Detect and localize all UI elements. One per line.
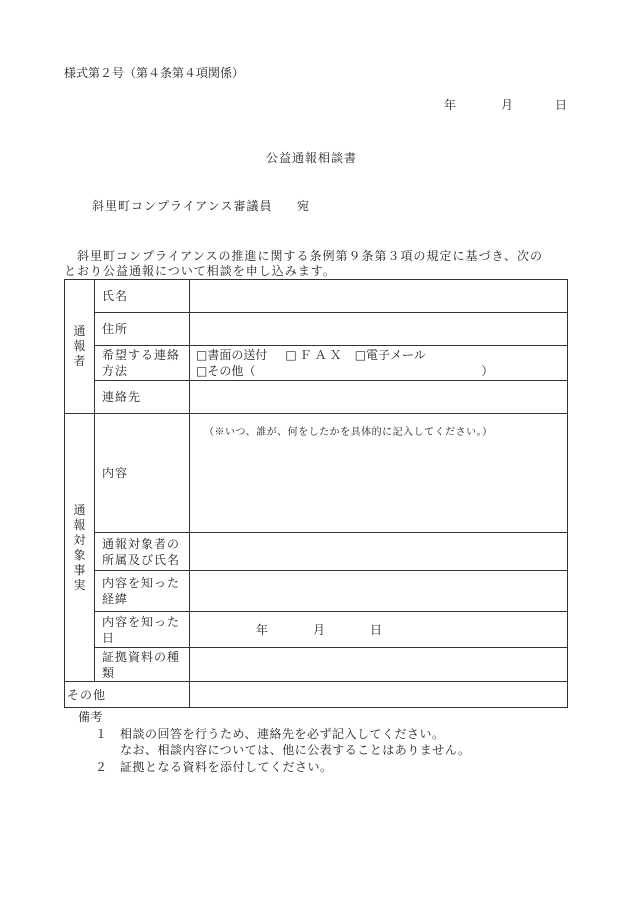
date-known-label-line-2: 日 bbox=[102, 630, 116, 645]
option-document[interactable]: □書面の送付 bbox=[196, 348, 268, 362]
notes-heading: 備考 bbox=[78, 710, 104, 724]
reporter-group-label: 通報者 bbox=[73, 324, 86, 368]
addressee-suffix: 宛 bbox=[297, 199, 310, 213]
option-email[interactable]: □電子メール bbox=[354, 348, 426, 362]
header-date-year: 年 bbox=[444, 98, 457, 112]
form-number: 様式第２号（第４条第４項関係） bbox=[64, 66, 245, 80]
option-other-close: ） bbox=[481, 364, 494, 378]
row-content bbox=[65, 414, 568, 533]
row-other bbox=[65, 682, 568, 708]
contact-method-label-line-1: 希望する連絡 bbox=[102, 348, 181, 362]
intro-line-1: 斜里町コンプライアンスの推進に関する条例第９条第３項の規定に基づき、次の bbox=[77, 249, 543, 263]
row-contact-method bbox=[65, 346, 568, 381]
date-known-field[interactable] bbox=[190, 612, 568, 648]
facts-group-cell bbox=[65, 414, 95, 682]
row-date-known bbox=[65, 612, 568, 648]
row-circumstance bbox=[65, 571, 568, 612]
option-fax[interactable]: □ＦＡＸ bbox=[285, 348, 345, 362]
row-evidence bbox=[65, 648, 568, 682]
row-address bbox=[65, 313, 568, 346]
content-label: 内容 bbox=[95, 414, 190, 533]
date-known-year: 年 bbox=[256, 622, 269, 637]
target-field[interactable] bbox=[190, 533, 568, 571]
date-known-label bbox=[95, 612, 190, 648]
name-label: 氏名 bbox=[95, 280, 190, 313]
address-field[interactable] bbox=[190, 313, 568, 346]
facts-group-label: 通報対象事実 bbox=[73, 502, 86, 592]
other-field[interactable] bbox=[190, 682, 568, 708]
contact-field[interactable] bbox=[190, 381, 568, 414]
name-field[interactable] bbox=[190, 280, 568, 313]
circumstance-label-line-2: 経緯 bbox=[102, 592, 129, 606]
target-label bbox=[95, 533, 190, 571]
circumstance-field[interactable] bbox=[190, 571, 568, 612]
note-1-number: １ bbox=[95, 727, 108, 741]
date-known-label-line-1: 内容を知った bbox=[102, 614, 181, 629]
intro-line-2: とおり公益通報について相談を申し込みます。 bbox=[64, 264, 336, 278]
date-known-day: 日 bbox=[370, 622, 383, 637]
other-label: その他 bbox=[65, 682, 190, 708]
row-contact bbox=[65, 381, 568, 414]
consultation-form-table bbox=[64, 279, 568, 708]
evidence-label-line-2: 類 bbox=[102, 665, 116, 680]
contact-label: 連絡先 bbox=[95, 381, 190, 414]
note-2-line-1: 証拠となる資料を添付してください。 bbox=[120, 760, 333, 774]
note-1-line-2: なお、相談内容については、他に公表することはありません。 bbox=[120, 743, 471, 757]
content-note: （※いつ、誰が、何をしたかを具体的に記入してください。） bbox=[204, 427, 493, 438]
contact-method-label bbox=[95, 346, 190, 381]
evidence-label bbox=[95, 648, 190, 682]
circumstance-label bbox=[95, 571, 190, 612]
header-date-month: 月 bbox=[501, 98, 514, 112]
target-label-line-2: 所属及び氏名 bbox=[102, 552, 181, 567]
date-known-month: 月 bbox=[313, 622, 326, 637]
content-field[interactable] bbox=[190, 414, 568, 533]
circumstance-label-line-1: 内容を知った bbox=[102, 576, 181, 590]
option-other[interactable]: □その他（ bbox=[196, 364, 256, 378]
reporter-group-cell bbox=[65, 280, 95, 414]
contact-method-label-line-2: 方法 bbox=[102, 364, 129, 378]
header-date-day: 日 bbox=[555, 98, 568, 112]
evidence-label-line-1: 証拠資料の種 bbox=[102, 649, 181, 664]
target-label-line-1: 通報対象者の bbox=[102, 536, 181, 551]
row-name bbox=[65, 280, 568, 313]
row-target bbox=[65, 533, 568, 571]
document-title: 公益通報相談書 bbox=[266, 151, 358, 165]
addressee-name: 斜里町コンプライアンス審議員 bbox=[92, 199, 273, 213]
contact-method-field bbox=[190, 346, 568, 381]
note-1-line-1: 相談の回答を行うため、連絡先を必ず記入してください。 bbox=[120, 727, 445, 741]
note-2-number: ２ bbox=[95, 760, 108, 774]
address-label: 住所 bbox=[95, 313, 190, 346]
evidence-field[interactable] bbox=[190, 648, 568, 682]
